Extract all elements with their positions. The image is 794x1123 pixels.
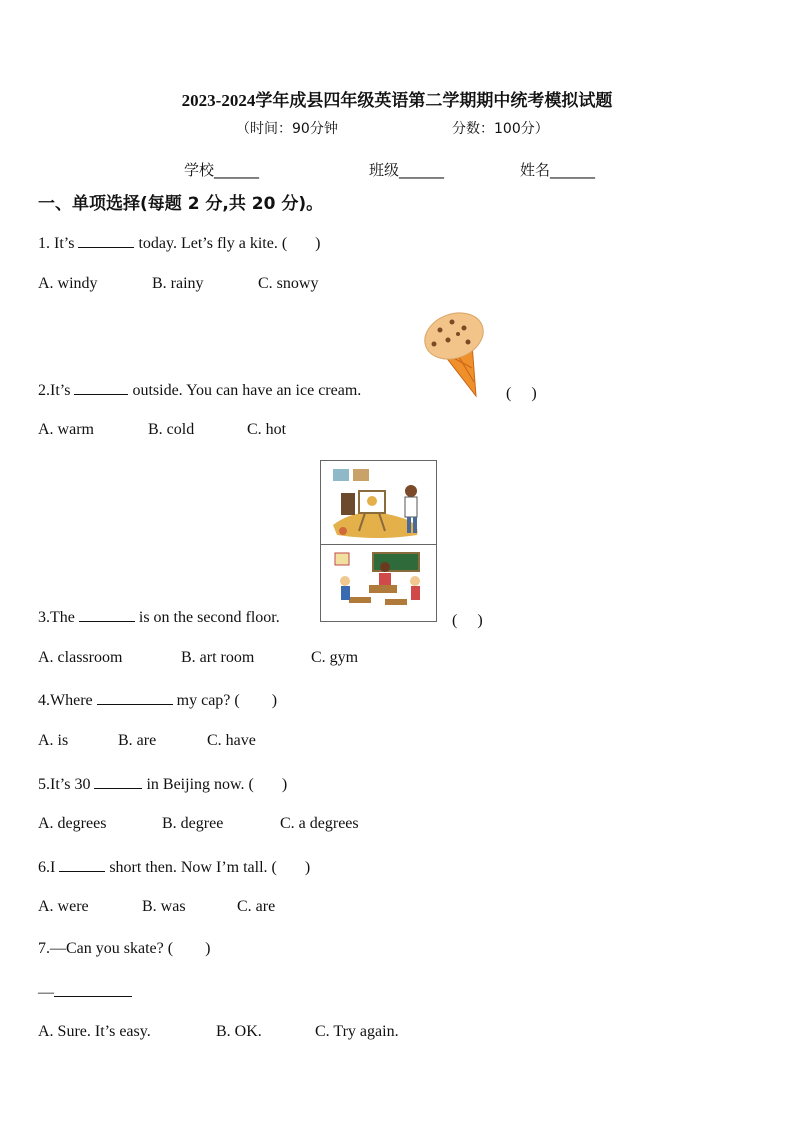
- q5-blank: [94, 774, 142, 789]
- q4-option-a: A. is: [38, 732, 69, 749]
- section-title: 一、单项选择(每题 2 分,共 20 分)。: [38, 194, 324, 214]
- q1-option-b: B. rainy: [152, 275, 204, 292]
- q1-blank: [78, 233, 134, 248]
- question-5: [38, 774, 287, 794]
- name-field: 姓名______: [520, 161, 596, 179]
- ice-cream-scoop: [420, 308, 484, 367]
- q3-post: is on the second floor.: [138, 609, 280, 626]
- q3-option-a: A. classroom: [38, 649, 123, 666]
- q6-post: short then. Now I’m tall. (: [109, 859, 277, 876]
- q6-option-c: C. are: [237, 898, 276, 915]
- q5-pre: 5.It’s 30: [38, 776, 91, 793]
- question-3: [38, 607, 280, 627]
- q1-close: ): [315, 235, 321, 252]
- exam-time: （时间：90分钟: [236, 121, 338, 137]
- q1-pre: 1. It’s: [38, 235, 75, 252]
- q1-post: today. Let’s fly a kite. (: [138, 235, 288, 252]
- q6-blank: [59, 857, 105, 872]
- q2-blank: [74, 380, 128, 395]
- q6-option-a: A. were: [38, 898, 89, 915]
- q4-close: ): [271, 692, 278, 709]
- q7-dash: —: [38, 984, 54, 1001]
- art-room-image: [329, 465, 429, 541]
- page-title: 2023-2024学年成县四年级英语第二学期期中统考模拟试题: [181, 91, 613, 110]
- q6-option-b: B. was: [142, 898, 186, 915]
- q3-option-c: C. gym: [311, 649, 359, 666]
- question-4: [38, 690, 277, 710]
- q5-option-b: B. degree: [162, 815, 224, 832]
- q6-pre: 6.I: [38, 859, 56, 876]
- q7-close: ): [205, 940, 211, 957]
- classroom-image: [329, 549, 429, 615]
- q2-option-b: B. cold: [148, 421, 195, 438]
- q2-option-a: A. warm: [38, 421, 94, 438]
- school-field: 学校______: [184, 161, 260, 179]
- q4-pre: 4.Where: [38, 692, 93, 709]
- q7-answer-line: [38, 982, 132, 1002]
- q1-option-a: A. windy: [38, 275, 98, 292]
- question-7: [38, 940, 210, 958]
- q7-blank: [54, 982, 132, 997]
- question-1: [38, 233, 320, 253]
- q2-paren: ( ): [506, 385, 537, 402]
- q5-post: in Beijing now. (: [146, 776, 254, 793]
- q5-option-c: C. a degrees: [280, 815, 359, 832]
- room-images-frame: [320, 460, 437, 622]
- q7-option-a: A. Sure. It’s easy.: [38, 1023, 151, 1040]
- q3-paren: ( ): [452, 612, 483, 629]
- q7-option-b: B. OK.: [216, 1023, 262, 1040]
- question-2: [38, 380, 361, 400]
- q6-close: ): [304, 859, 311, 876]
- q2-pre: 2.It’s: [38, 382, 71, 399]
- q4-blank: [97, 690, 173, 705]
- q1-option-c: C. snowy: [258, 275, 319, 292]
- exam-score: 分数：100分）: [452, 121, 549, 137]
- class-field: 班级______: [369, 161, 445, 179]
- ice-cream-image: [420, 308, 484, 400]
- q4-option-b: B. are: [118, 732, 157, 749]
- q5-option-a: A. degrees: [38, 815, 107, 832]
- q2-option-c: C. hot: [247, 421, 287, 438]
- q7-pre: 7.—Can you skate? (: [38, 940, 174, 957]
- question-6: [38, 857, 310, 877]
- q3-blank: [79, 607, 135, 622]
- q4-post: my cap? (: [176, 692, 240, 709]
- q2-post: outside. You can have an ice cream.: [132, 382, 362, 399]
- q5-close: ): [281, 776, 288, 793]
- q7-option-c: C. Try again.: [315, 1023, 399, 1040]
- q3-pre: 3.The: [38, 609, 75, 626]
- q3-option-b: B. art room: [181, 649, 255, 666]
- q4-option-c: C. have: [207, 732, 256, 749]
